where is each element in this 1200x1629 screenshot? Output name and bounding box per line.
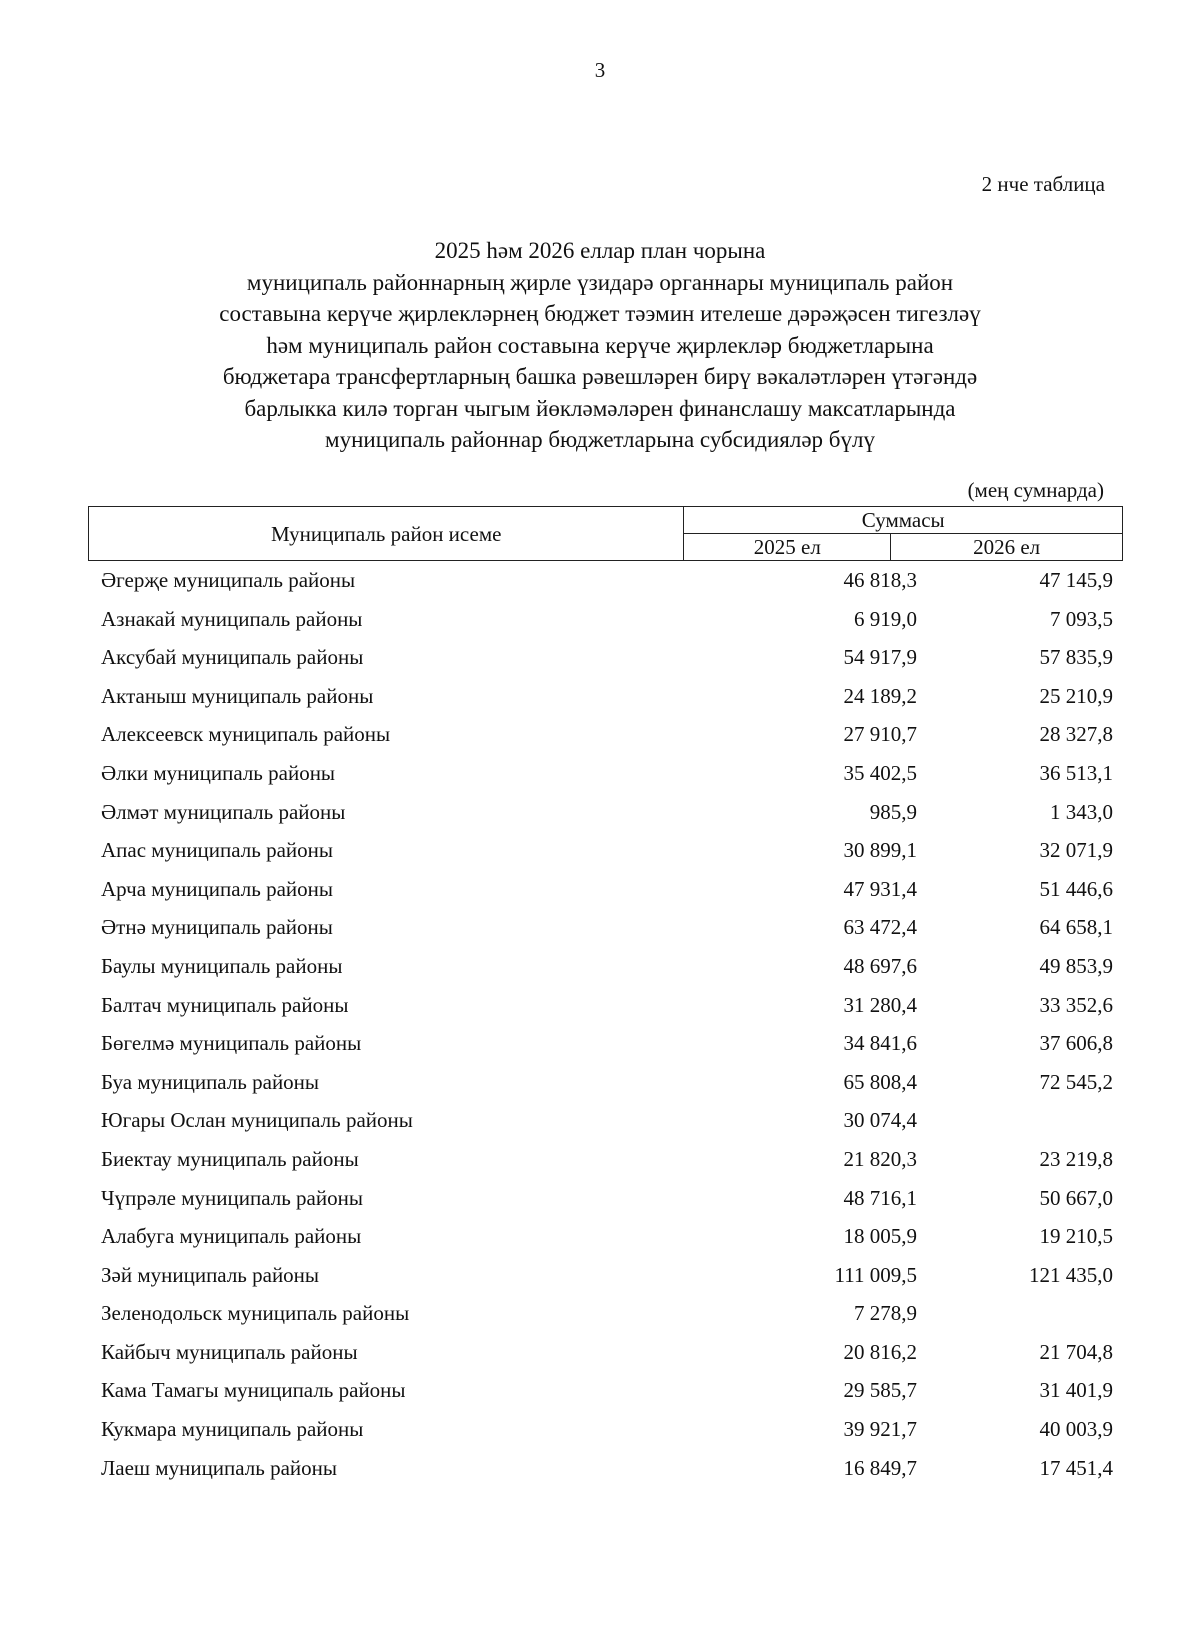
table-row [88, 1417, 1123, 1456]
amount-2025: 27 910,7 [843, 722, 917, 747]
district-name: Алексеевск муниципаль районы [101, 722, 391, 747]
table-row [88, 1031, 1123, 1070]
amount-2026: 57 835,9 [1039, 645, 1113, 670]
amount-2026: 33 352,6 [1039, 992, 1113, 1017]
page-number: 3 [594, 58, 606, 82]
amount-2026: 72 545,2 [1039, 1069, 1113, 1094]
amount-2026: 37 606,8 [1039, 1031, 1113, 1056]
district-name: Апас муниципаль районы [101, 838, 333, 863]
table-row [88, 800, 1123, 839]
table-row [88, 877, 1123, 916]
district-name: Әлки муниципаль районы [101, 760, 336, 785]
table-row [88, 684, 1123, 723]
amount-2026: 32 071,9 [1039, 838, 1113, 863]
amount-2026: 1 343,0 [1050, 799, 1113, 824]
table-row [88, 1301, 1123, 1340]
amount-2026: 36 513,1 [1039, 760, 1113, 785]
district-name: Чүпрәле муниципаль районы [101, 1185, 363, 1210]
amount-2025: 34 841,6 [843, 1031, 917, 1056]
title-line: составына керүче җирлекләрнең бюджет тәэмин ителеше дәрәҗәсен тигезләү [219, 301, 981, 326]
amount-2025: 48 697,6 [843, 953, 917, 978]
table-label: 2 нче таблица [981, 172, 1105, 196]
amount-2026: 50 667,0 [1039, 1185, 1113, 1210]
title-line: муниципаль районнарның җирле үзидарә органнары муниципаль район [246, 269, 954, 295]
district-name: Баулы муниципаль районы [101, 953, 343, 978]
header-year-2025: 2025 ел [684, 534, 891, 561]
table-row [88, 1263, 1123, 1302]
district-name: Аксубай муниципаль районы [101, 645, 364, 670]
amount-2026: 51 446,6 [1039, 876, 1113, 901]
amount-2025: 7 278,9 [854, 1301, 917, 1326]
amount-2025: 18 005,9 [843, 1224, 917, 1249]
amount-2025: 111 009,5 [834, 1262, 917, 1287]
table-row [88, 568, 1123, 607]
amount-2026: 64 658,1 [1039, 915, 1113, 940]
table-header [88, 506, 1123, 561]
district-name: Әгерҗе муниципаль районы [101, 568, 356, 592]
header-name: Муниципаль район исеме [89, 507, 684, 561]
table-row [88, 1456, 1123, 1495]
amount-2026: 21 704,8 [1039, 1339, 1113, 1364]
amount-2025: 985,9 [869, 799, 917, 824]
district-name: Арча муниципаль районы [101, 876, 333, 901]
title-line: бюджетара трансфертларның башка рәвешләрен бирү вәкаләтләрен үтәгәндә [222, 364, 978, 389]
amount-2026: 121 435,0 [1029, 1262, 1113, 1287]
amount-2026: 31 401,9 [1039, 1378, 1113, 1403]
amount-2026: 19 210,5 [1039, 1224, 1113, 1249]
amount-2026: 28 327,8 [1039, 722, 1113, 747]
amount-2025: 6 919,0 [854, 606, 917, 631]
amount-2025: 30 899,1 [843, 838, 917, 863]
district-name: Лаеш муниципаль районы [101, 1455, 338, 1480]
amount-2026: 47 145,9 [1039, 568, 1113, 592]
title-line: һәм муниципаль район составына керүче җирлекләр бюджетларына [266, 332, 934, 358]
table-row [88, 1224, 1123, 1263]
amount-2025: 39 921,7 [843, 1417, 917, 1442]
district-name: Кайбыч муниципаль районы [101, 1339, 358, 1364]
table-row [88, 1186, 1123, 1225]
title-line: 2025 һәм 2026 еллар план чорына [434, 238, 766, 263]
table-row [88, 954, 1123, 993]
district-name: Актаныш муниципаль районы [101, 683, 374, 708]
table-row [88, 761, 1123, 800]
amount-2025: 54 917,9 [843, 645, 917, 670]
district-name: Буа муниципаль районы [101, 1069, 320, 1094]
amount-2026: 25 210,9 [1039, 683, 1113, 708]
table-row [88, 915, 1123, 954]
amount-2026: 49 853,9 [1039, 953, 1113, 978]
table-body [88, 568, 1123, 1494]
table-row [88, 838, 1123, 877]
table-row [88, 1147, 1123, 1186]
table-row [88, 1340, 1123, 1379]
district-name: Бөгелмә муниципаль районы [101, 1031, 362, 1056]
unit-note: (мең сумнарда) [967, 478, 1104, 502]
amount-2025: 30 074,4 [843, 1108, 917, 1133]
amount-2025: 46 818,3 [843, 568, 917, 592]
district-name: Югары Ослан муниципаль районы [101, 1108, 413, 1133]
amount-2025: 48 716,1 [843, 1185, 917, 1210]
amount-2025: 65 808,4 [843, 1069, 917, 1094]
amount-2025: 47 931,4 [843, 876, 917, 901]
table-row [88, 645, 1123, 684]
district-name: Биектау муниципаль районы [101, 1146, 359, 1171]
district-name: Зәй муниципаль районы [101, 1262, 320, 1287]
district-name: Азнакай муниципаль районы [101, 606, 363, 631]
district-name: Әлмәт муниципаль районы [101, 799, 346, 824]
header-sums: Суммасы [684, 507, 1123, 534]
amount-2025: 63 472,4 [843, 915, 917, 940]
header-year-2026: 2026 ел [891, 534, 1123, 561]
amount-2025: 21 820,3 [843, 1146, 917, 1171]
table-row [88, 722, 1123, 761]
amount-2025: 24 189,2 [843, 683, 917, 708]
table-row [88, 1108, 1123, 1147]
district-name: Кукмара муниципаль районы [101, 1417, 364, 1442]
amount-2026: 40 003,9 [1039, 1417, 1113, 1442]
amount-2026: 23 219,8 [1039, 1146, 1113, 1171]
amount-2025: 31 280,4 [843, 992, 917, 1017]
document-title [130, 235, 1070, 456]
table-row [88, 607, 1123, 646]
table-row [88, 1070, 1123, 1109]
district-name: Зеленодольск муниципаль районы [101, 1301, 410, 1326]
district-name: Алабуга муниципаль районы [101, 1224, 362, 1249]
amount-2026: 17 451,4 [1039, 1455, 1113, 1480]
amount-2025: 35 402,5 [843, 760, 917, 785]
title-line: барлыкка килә торган чыгым йөкләмәләрен финанслашу максатларында [244, 395, 956, 421]
table-row [88, 993, 1123, 1032]
amount-2025: 20 816,2 [843, 1339, 917, 1364]
amount-2025: 29 585,7 [843, 1378, 917, 1403]
district-name: Кама Тамагы муниципаль районы [101, 1378, 406, 1403]
amount-2025: 16 849,7 [843, 1455, 917, 1480]
title-line: муниципаль районнар бюджетларына субсидияләр бүлү [325, 427, 875, 452]
amount-2026: 7 093,5 [1050, 606, 1113, 631]
district-name: Әтнә муниципаль районы [101, 915, 333, 940]
table-row [88, 1378, 1123, 1417]
district-name: Балтач муниципаль районы [101, 992, 349, 1017]
